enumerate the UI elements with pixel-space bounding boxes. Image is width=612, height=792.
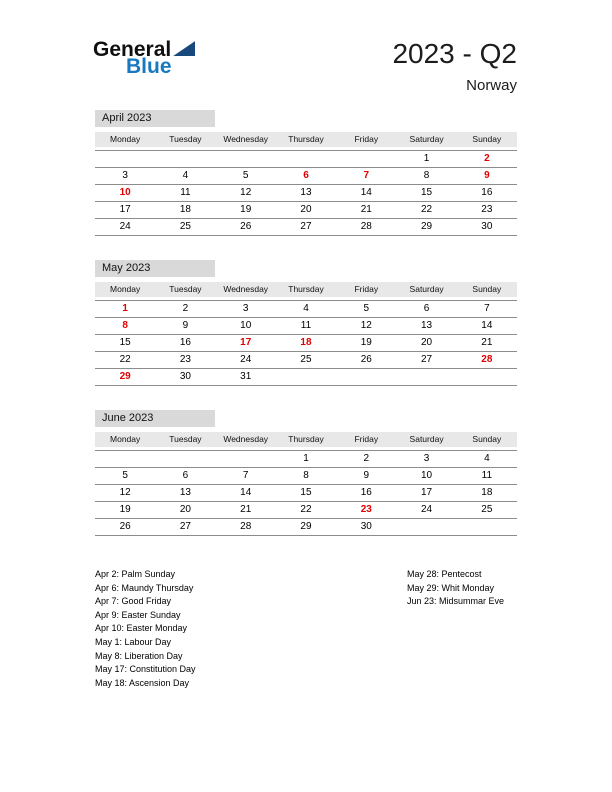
weeks-grid	[95, 300, 517, 386]
day-cell: 25	[179, 221, 191, 232]
day-cell: 29	[300, 521, 312, 532]
day-cell: 16	[481, 187, 493, 198]
day-cell: 9	[363, 470, 370, 481]
day-cell-empty	[336, 151, 396, 167]
day-cell-empty	[155, 451, 215, 467]
day-cell: 19	[240, 204, 252, 215]
day-cell: 29	[421, 221, 433, 232]
weekday-label: Friday	[354, 284, 379, 294]
week-row	[95, 519, 517, 536]
day-cell-empty	[95, 151, 155, 167]
day-cell: 30	[179, 371, 191, 382]
day-cell: 20	[300, 204, 312, 215]
day-cell: 12	[360, 320, 372, 331]
weekday-label: Sunday	[472, 434, 502, 444]
day-cell: 18	[481, 487, 493, 498]
holiday-item: May 29: Whit Monday	[407, 582, 495, 593]
holiday-item: May 8: Liberation Day	[95, 650, 183, 661]
day-cell: 21	[360, 204, 372, 215]
weekday-label: Tuesday	[169, 434, 202, 444]
day-cell-empty	[216, 151, 276, 167]
weekday-label: Tuesday	[169, 284, 202, 294]
weekday-label: Sunday	[472, 134, 502, 144]
day-cell: 5	[122, 470, 128, 481]
holiday-item: Apr 6: Maundy Thursday	[95, 582, 194, 593]
day-cell: 19	[119, 504, 131, 515]
weekday-label: Thursday	[288, 434, 324, 444]
day-cell: 27	[421, 354, 433, 365]
weeks-grid	[95, 450, 517, 536]
day-cell: 22	[119, 354, 131, 365]
day-cell: 29	[119, 371, 131, 382]
weekday-label: Saturday	[409, 434, 444, 444]
day-cell: 8	[423, 170, 430, 181]
logo-triangle-icon	[173, 41, 195, 56]
day-cell: 5	[242, 170, 249, 181]
weekday-header-row	[95, 132, 517, 147]
week-row	[95, 318, 517, 335]
day-cell: 24	[421, 504, 433, 515]
day-cell: 24	[119, 221, 131, 232]
day-cell: 10	[119, 187, 131, 198]
day-cell-empty	[95, 451, 155, 467]
weekday-header-row	[95, 432, 517, 447]
day-cell: 31	[240, 371, 252, 382]
day-cell: 10	[421, 470, 433, 481]
week-row	[95, 468, 517, 485]
day-cell: 2	[363, 453, 370, 464]
week-row	[95, 502, 517, 519]
weekday-label: Monday	[110, 284, 141, 294]
weekday-label: Friday	[354, 434, 379, 444]
day-cell: 17	[421, 487, 433, 498]
day-cell: 30	[481, 221, 493, 232]
day-cell: 23	[481, 204, 493, 215]
day-cell: 4	[182, 170, 189, 181]
holiday-item: Jun 23: Midsummar Eve	[407, 596, 505, 607]
day-cell-empty	[457, 369, 517, 385]
day-cell-empty	[216, 451, 276, 467]
day-cell: 27	[179, 521, 191, 532]
week-row	[95, 151, 517, 168]
day-cell: 1	[122, 303, 128, 314]
weekday-label: Monday	[110, 434, 141, 444]
day-cell: 3	[122, 170, 128, 181]
weekday-label: Tuesday	[169, 134, 202, 144]
day-cell: 6	[423, 303, 430, 314]
week-row	[95, 185, 517, 202]
day-cell: 23	[179, 354, 191, 365]
month-title: June 2023	[95, 410, 215, 427]
day-cell: 6	[303, 170, 309, 181]
week-row	[95, 369, 517, 386]
day-cell: 10	[240, 320, 252, 331]
holiday-item: May 17: Constitution Day	[95, 664, 196, 675]
day-cell: 16	[360, 487, 372, 498]
weekday-label: Monday	[110, 134, 141, 144]
day-cell: 17	[240, 337, 252, 348]
month-block-may	[95, 260, 517, 386]
day-cell: 30	[360, 521, 372, 532]
day-cell-empty	[276, 369, 336, 385]
day-cell: 21	[240, 504, 252, 515]
week-row	[95, 219, 517, 236]
holiday-item: May 1: Labour Day	[95, 636, 172, 647]
holiday-item: Apr 10: Easter Monday	[95, 623, 188, 634]
day-cell: 7	[363, 170, 370, 181]
logo-text-general: General	[93, 38, 172, 61]
holiday-item: Apr 7: Good Friday	[95, 596, 172, 607]
day-cell: 9	[182, 320, 189, 331]
day-cell: 22	[300, 504, 312, 515]
day-cell: 14	[240, 487, 252, 498]
day-cell-empty	[155, 151, 215, 167]
day-cell: 15	[421, 187, 433, 198]
weekday-header-row	[95, 282, 517, 297]
day-cell: 9	[484, 170, 490, 181]
day-cell: 26	[360, 354, 372, 365]
day-cell-empty	[336, 369, 396, 385]
day-cell: 1	[423, 153, 430, 164]
day-cell: 23	[360, 504, 372, 515]
week-row	[95, 202, 517, 219]
day-cell: 27	[300, 221, 312, 232]
week-row	[95, 301, 517, 318]
day-cell: 12	[119, 487, 131, 498]
day-cell: 25	[300, 354, 312, 365]
weekday-label: Sunday	[472, 284, 502, 294]
week-row	[95, 451, 517, 468]
day-cell: 2	[182, 303, 189, 314]
day-cell: 2	[484, 153, 490, 164]
holiday-item: May 28: Pentecost	[407, 569, 482, 579]
day-cell: 1	[303, 453, 309, 464]
day-cell: 12	[240, 187, 252, 198]
day-cell: 11	[180, 187, 191, 198]
logo-text-blue: Blue	[126, 55, 172, 78]
weekday-label: Wednesday	[223, 284, 269, 294]
day-cell: 6	[182, 470, 189, 481]
day-cell: 11	[300, 320, 312, 331]
day-cell: 3	[242, 303, 249, 314]
day-cell-empty	[457, 519, 517, 535]
weekday-label: Friday	[354, 134, 379, 144]
day-cell: 7	[484, 303, 490, 314]
weekday-label: Wednesday	[223, 434, 269, 444]
day-cell: 7	[242, 470, 249, 481]
day-cell: 3	[423, 453, 430, 464]
day-cell: 4	[303, 303, 309, 314]
weekday-label: Thursday	[288, 284, 324, 294]
general-blue-logo	[93, 38, 195, 79]
day-cell: 13	[179, 487, 191, 498]
day-cell: 20	[179, 504, 191, 515]
week-row	[95, 335, 517, 352]
day-cell-empty	[276, 151, 336, 167]
day-cell: 22	[421, 204, 433, 215]
holiday-list-left-column	[95, 568, 407, 690]
day-cell: 16	[179, 337, 191, 348]
day-cell: 19	[360, 337, 372, 348]
day-cell: 21	[481, 337, 493, 348]
weekday-label: Thursday	[288, 134, 324, 144]
month-block-april	[95, 110, 517, 236]
month-block-june	[95, 410, 517, 536]
day-cell: 15	[300, 487, 312, 498]
day-cell: 26	[240, 221, 252, 232]
holiday-item: Apr 2: Palm Sunday	[95, 569, 176, 579]
weekday-label: Saturday	[409, 284, 444, 294]
day-cell: 28	[240, 521, 252, 532]
day-cell: 8	[122, 320, 128, 331]
week-row	[95, 168, 517, 185]
day-cell-empty	[396, 519, 456, 535]
day-cell: 4	[484, 453, 490, 464]
day-cell: 20	[421, 337, 433, 348]
holiday-item: Apr 9: Easter Sunday	[95, 609, 181, 620]
holiday-item: May 18: Ascension Day	[95, 677, 190, 688]
day-cell: 24	[240, 354, 252, 365]
weekday-label: Wednesday	[223, 134, 269, 144]
weeks-grid	[95, 150, 517, 236]
day-cell: 14	[360, 187, 372, 198]
holiday-list-right-column	[407, 568, 525, 690]
day-cell: 13	[300, 187, 312, 198]
day-cell: 26	[119, 521, 131, 532]
day-cell: 8	[303, 470, 309, 481]
region-label: Norway	[466, 77, 517, 94]
day-cell: 5	[363, 303, 370, 314]
day-cell: 14	[481, 320, 493, 331]
holiday-list	[95, 568, 525, 690]
week-row	[95, 352, 517, 369]
day-cell: 28	[481, 354, 493, 365]
month-title: May 2023	[95, 260, 215, 277]
month-title: April 2023	[95, 110, 215, 127]
week-row	[95, 485, 517, 502]
day-cell: 13	[421, 320, 433, 331]
day-cell: 17	[119, 204, 131, 215]
day-cell-empty	[396, 369, 456, 385]
weekday-label: Saturday	[409, 134, 444, 144]
header-block	[392, 38, 517, 94]
day-cell: 11	[481, 470, 493, 481]
page-title: 2023 - Q2	[392, 38, 517, 69]
day-cell: 28	[360, 221, 372, 232]
day-cell: 15	[119, 337, 131, 348]
day-cell: 18	[179, 204, 191, 215]
day-cell: 18	[300, 337, 312, 348]
day-cell: 25	[481, 504, 493, 515]
months-container	[95, 110, 517, 560]
